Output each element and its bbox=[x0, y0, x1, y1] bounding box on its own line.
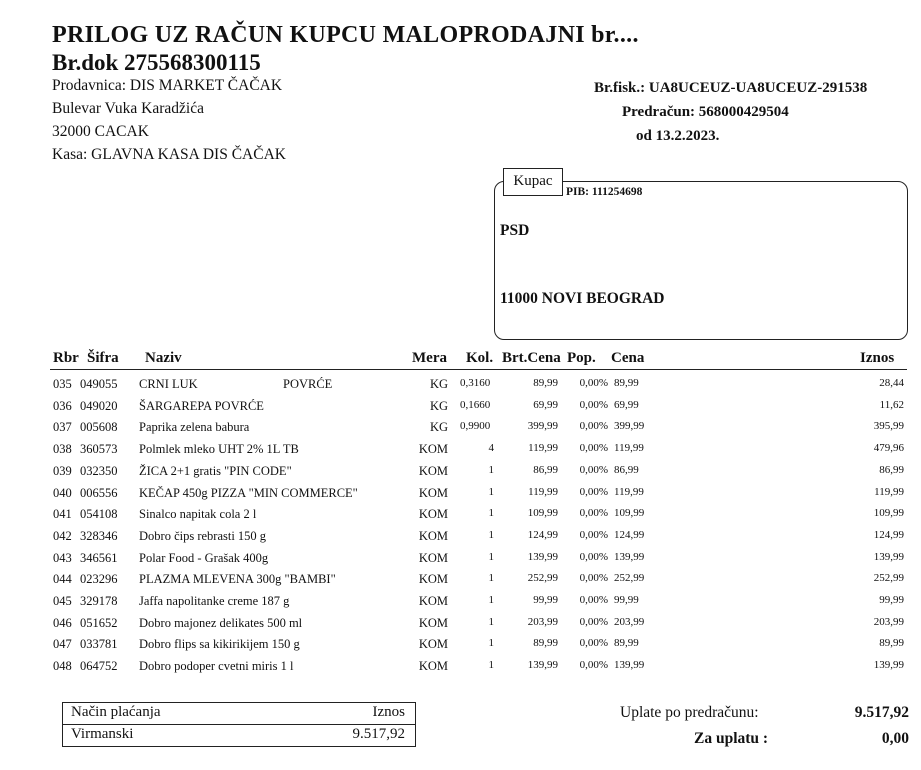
discount: 0,00% bbox=[579, 398, 608, 411]
price: 119,99 bbox=[614, 485, 644, 498]
quantity: 1 bbox=[488, 550, 494, 563]
unit-of-measure: KG bbox=[429, 377, 448, 391]
price: 399,99 bbox=[614, 420, 645, 433]
quantity: 4 bbox=[488, 442, 494, 455]
row-number: 046 bbox=[53, 615, 72, 630]
payment-method: Virmanski bbox=[71, 726, 134, 742]
cash-register: Kasa: GLAVNA KASA DIS ČAČAK bbox=[52, 146, 286, 163]
gross-price: 139,99 bbox=[527, 659, 558, 672]
line-amount: 86,99 bbox=[879, 463, 904, 476]
price: 252,99 bbox=[614, 572, 645, 585]
discount: 0,00% bbox=[579, 485, 608, 498]
gross-price: 69,99 bbox=[533, 398, 558, 411]
table-row bbox=[0, 637, 921, 659]
price: 69,99 bbox=[614, 398, 639, 411]
column-mera: Mera bbox=[412, 350, 447, 366]
store-city: 32000 CACAK bbox=[52, 123, 149, 140]
item-code: 064752 bbox=[80, 659, 118, 674]
item-code: 346561 bbox=[80, 550, 118, 565]
item-name: Sinalco napitak cola 2 l bbox=[139, 507, 257, 522]
line-amount: 252,99 bbox=[873, 572, 904, 585]
quantity: 1 bbox=[488, 572, 494, 585]
line-amount: 99,99 bbox=[879, 594, 904, 606]
column-naziv: Naziv bbox=[145, 350, 182, 366]
payment-table bbox=[62, 702, 416, 747]
line-amount: 124,99 bbox=[873, 528, 904, 541]
discount: 0,00% bbox=[579, 637, 608, 650]
price: 86,99 bbox=[614, 463, 639, 476]
column-rbr: Rbr bbox=[53, 350, 79, 366]
line-amount: 479,96 bbox=[873, 442, 904, 455]
item-name: CRNI LUK bbox=[139, 377, 198, 391]
payment-amount-header: Iznos bbox=[372, 704, 405, 720]
item-name: PLAZMA MLEVENA 300g "BAMBI" bbox=[139, 572, 336, 587]
column-cena: Cena bbox=[611, 350, 645, 366]
unit-of-measure: KG bbox=[429, 420, 448, 435]
table-row bbox=[0, 507, 921, 529]
price: 89,99 bbox=[614, 637, 639, 650]
line-amount: 395,99 bbox=[873, 420, 904, 433]
item-name: ŠARGAREPA POVRĆE bbox=[139, 398, 264, 413]
discount: 0,00% bbox=[579, 528, 608, 541]
item-name: ŽICA 2+1 gratis "PIN CODE" bbox=[139, 463, 292, 478]
discount: 0,00% bbox=[579, 594, 608, 606]
item-code: 005608 bbox=[80, 420, 118, 435]
column-sifra: Šifra bbox=[87, 350, 119, 366]
table-row bbox=[0, 420, 921, 442]
row-number: 045 bbox=[53, 594, 72, 608]
quantity: 1 bbox=[488, 615, 494, 628]
table-row bbox=[0, 399, 921, 421]
item-name: Dobro podoper cvetni miris 1 l bbox=[139, 659, 294, 674]
row-number: 037 bbox=[53, 420, 72, 435]
item-code: 023296 bbox=[80, 572, 118, 587]
column-brt-cena: Brt.Cena bbox=[502, 350, 561, 366]
quantity: 1 bbox=[488, 485, 494, 498]
table-row bbox=[0, 377, 921, 399]
quantity: 0,3160 bbox=[460, 377, 491, 389]
header-divider bbox=[50, 369, 907, 370]
gross-price: 99,99 bbox=[533, 594, 558, 606]
gross-price: 139,99 bbox=[527, 550, 558, 563]
column-iznos: Iznos bbox=[860, 350, 895, 366]
row-number: 042 bbox=[53, 528, 72, 543]
buyer-name: PSD bbox=[500, 222, 530, 239]
gross-price: 119,99 bbox=[528, 442, 558, 455]
gross-price: 89,99 bbox=[533, 637, 558, 650]
table-row bbox=[0, 442, 921, 464]
proforma-number: Predračun: 568000429504 bbox=[622, 104, 789, 120]
line-amount: 203,99 bbox=[873, 615, 904, 628]
item-code: 049055 bbox=[80, 377, 118, 391]
gross-price: 399,99 bbox=[527, 420, 558, 433]
fiscal-number: Br.fisk.: UA8UCEUZ-UA8UCEUZ-291538 bbox=[594, 80, 868, 96]
discount: 0,00% bbox=[579, 572, 608, 585]
item-code: 032350 bbox=[80, 463, 118, 478]
row-number: 038 bbox=[53, 442, 72, 457]
discount: 0,00% bbox=[579, 615, 608, 628]
table-row bbox=[0, 659, 921, 681]
payment-amount: 9.517,92 bbox=[352, 726, 405, 742]
paid-value: 9.517,92 bbox=[854, 704, 909, 721]
price: 99,99 bbox=[614, 594, 639, 606]
table-row bbox=[0, 464, 921, 486]
unit-of-measure: KOM bbox=[418, 550, 448, 565]
unit-of-measure: KOM bbox=[418, 572, 448, 587]
quantity: 1 bbox=[488, 528, 494, 541]
buyer-box bbox=[494, 181, 908, 340]
discount: 0,00% bbox=[579, 659, 608, 672]
item-name: Dobro majonez delikates 500 ml bbox=[139, 615, 303, 630]
item-code: 360573 bbox=[80, 442, 118, 457]
item-code: 328346 bbox=[80, 528, 118, 543]
item-code: 054108 bbox=[80, 507, 118, 522]
table-row bbox=[0, 529, 921, 551]
gross-price: 119,99 bbox=[528, 485, 558, 498]
unit-of-measure: KOM bbox=[418, 442, 448, 457]
gross-price: 203,99 bbox=[527, 615, 558, 628]
line-amount: 119,99 bbox=[874, 485, 904, 498]
line-amount: 28,44 bbox=[879, 377, 904, 389]
payment-method-header: Način plaćanja bbox=[71, 704, 161, 720]
item-code: 049020 bbox=[80, 398, 118, 413]
discount: 0,00% bbox=[579, 550, 608, 563]
item-subgroup: POVRĆE bbox=[283, 377, 333, 391]
column-kol: Kol. bbox=[466, 350, 494, 366]
document-title: PRILOG UZ RAČUN KUPCU MALOPRODAJNI br.... bbox=[52, 22, 639, 48]
item-code: 006556 bbox=[80, 485, 118, 500]
document-number: Br.dok 275568300115 bbox=[52, 50, 261, 75]
document-date: od 13.2.2023. bbox=[636, 128, 720, 144]
price: 109,99 bbox=[614, 507, 645, 520]
unit-of-measure: KG bbox=[429, 398, 448, 413]
row-number: 044 bbox=[53, 572, 72, 587]
row-number: 036 bbox=[53, 398, 72, 413]
price: 89,99 bbox=[614, 377, 639, 389]
discount: 0,00% bbox=[579, 420, 608, 433]
buyer-tab-label: Kupac bbox=[503, 168, 563, 196]
item-name: Dobro flips sa kikirikijem 150 g bbox=[139, 637, 300, 652]
line-amount: 89,99 bbox=[879, 637, 904, 650]
quantity: 0,9900 bbox=[460, 420, 491, 433]
unit-of-measure: KOM bbox=[418, 528, 448, 543]
gross-price: 86,99 bbox=[533, 463, 558, 476]
line-amount: 11,62 bbox=[879, 398, 904, 411]
item-name: Paprika zelena babura bbox=[139, 420, 250, 435]
item-code: 329178 bbox=[80, 594, 118, 608]
store-name: Prodavnica: DIS MARKET ČAČAK bbox=[52, 77, 283, 94]
table-row bbox=[0, 572, 921, 594]
gross-price: 89,99 bbox=[533, 377, 558, 389]
unit-of-measure: KOM bbox=[418, 637, 448, 652]
row-number: 047 bbox=[53, 637, 72, 652]
buyer-city: 11000 NOVI BEOGRAD bbox=[500, 290, 665, 307]
discount: 0,00% bbox=[579, 377, 608, 389]
quantity: 1 bbox=[488, 637, 494, 650]
item-code: 051652 bbox=[80, 615, 118, 630]
paid-label: Uplate po predračunu: bbox=[620, 704, 759, 721]
quantity: 1 bbox=[488, 594, 494, 606]
item-name: Dobro čips rebrasti 150 g bbox=[139, 528, 267, 543]
unit-of-measure: KOM bbox=[418, 463, 448, 478]
item-name: Polar Food - Grašak 400g bbox=[139, 550, 269, 565]
buyer-pib: PIB: 111254698 bbox=[566, 186, 643, 198]
unit-of-measure: KOM bbox=[418, 659, 448, 674]
unit-of-measure: KOM bbox=[418, 594, 448, 608]
gross-price: 124,99 bbox=[527, 528, 558, 541]
price: 203,99 bbox=[614, 615, 645, 628]
price: 139,99 bbox=[614, 659, 645, 672]
row-number: 040 bbox=[53, 485, 72, 500]
price: 124,99 bbox=[614, 528, 645, 541]
unit-of-measure: KOM bbox=[418, 507, 448, 522]
item-code: 033781 bbox=[80, 637, 118, 652]
quantity: 1 bbox=[488, 507, 494, 520]
payment-row bbox=[63, 724, 415, 746]
discount: 0,00% bbox=[579, 463, 608, 476]
table-row bbox=[0, 594, 921, 616]
price: 119,99 bbox=[614, 442, 644, 455]
unit-of-measure: KOM bbox=[418, 615, 448, 630]
due-label: Za uplatu : bbox=[694, 730, 769, 747]
quantity: 1 bbox=[488, 463, 494, 476]
column-pop: Pop. bbox=[567, 350, 596, 366]
row-number: 048 bbox=[53, 659, 72, 674]
item-name: KEČAP 450g PIZZA "MIN COMMERCE" bbox=[139, 485, 358, 500]
discount: 0,00% bbox=[579, 442, 608, 455]
payment-header-row bbox=[63, 703, 415, 724]
item-name: Polmlek mleko UHT 2% 1L TB bbox=[139, 442, 299, 457]
item-name: Jaffa napolitanke creme 187 g bbox=[139, 594, 290, 608]
row-number: 043 bbox=[53, 550, 72, 565]
unit-of-measure: KOM bbox=[418, 485, 448, 500]
gross-price: 252,99 bbox=[527, 572, 558, 585]
due-value: 0,00 bbox=[881, 730, 909, 747]
quantity: 1 bbox=[488, 659, 494, 672]
line-amount: 139,99 bbox=[873, 550, 904, 563]
store-address: Bulevar Vuka Karadžića bbox=[52, 100, 204, 117]
line-amount: 139,99 bbox=[873, 659, 904, 672]
table-row bbox=[0, 486, 921, 508]
line-amount: 109,99 bbox=[873, 507, 904, 520]
table-row bbox=[0, 616, 921, 638]
gross-price: 109,99 bbox=[527, 507, 558, 520]
quantity: 0,1660 bbox=[460, 398, 491, 411]
price: 139,99 bbox=[614, 550, 645, 563]
row-number: 041 bbox=[53, 507, 72, 522]
table-row bbox=[0, 551, 921, 573]
discount: 0,00% bbox=[579, 507, 608, 520]
row-number: 039 bbox=[53, 463, 72, 478]
row-number: 035 bbox=[53, 377, 72, 391]
